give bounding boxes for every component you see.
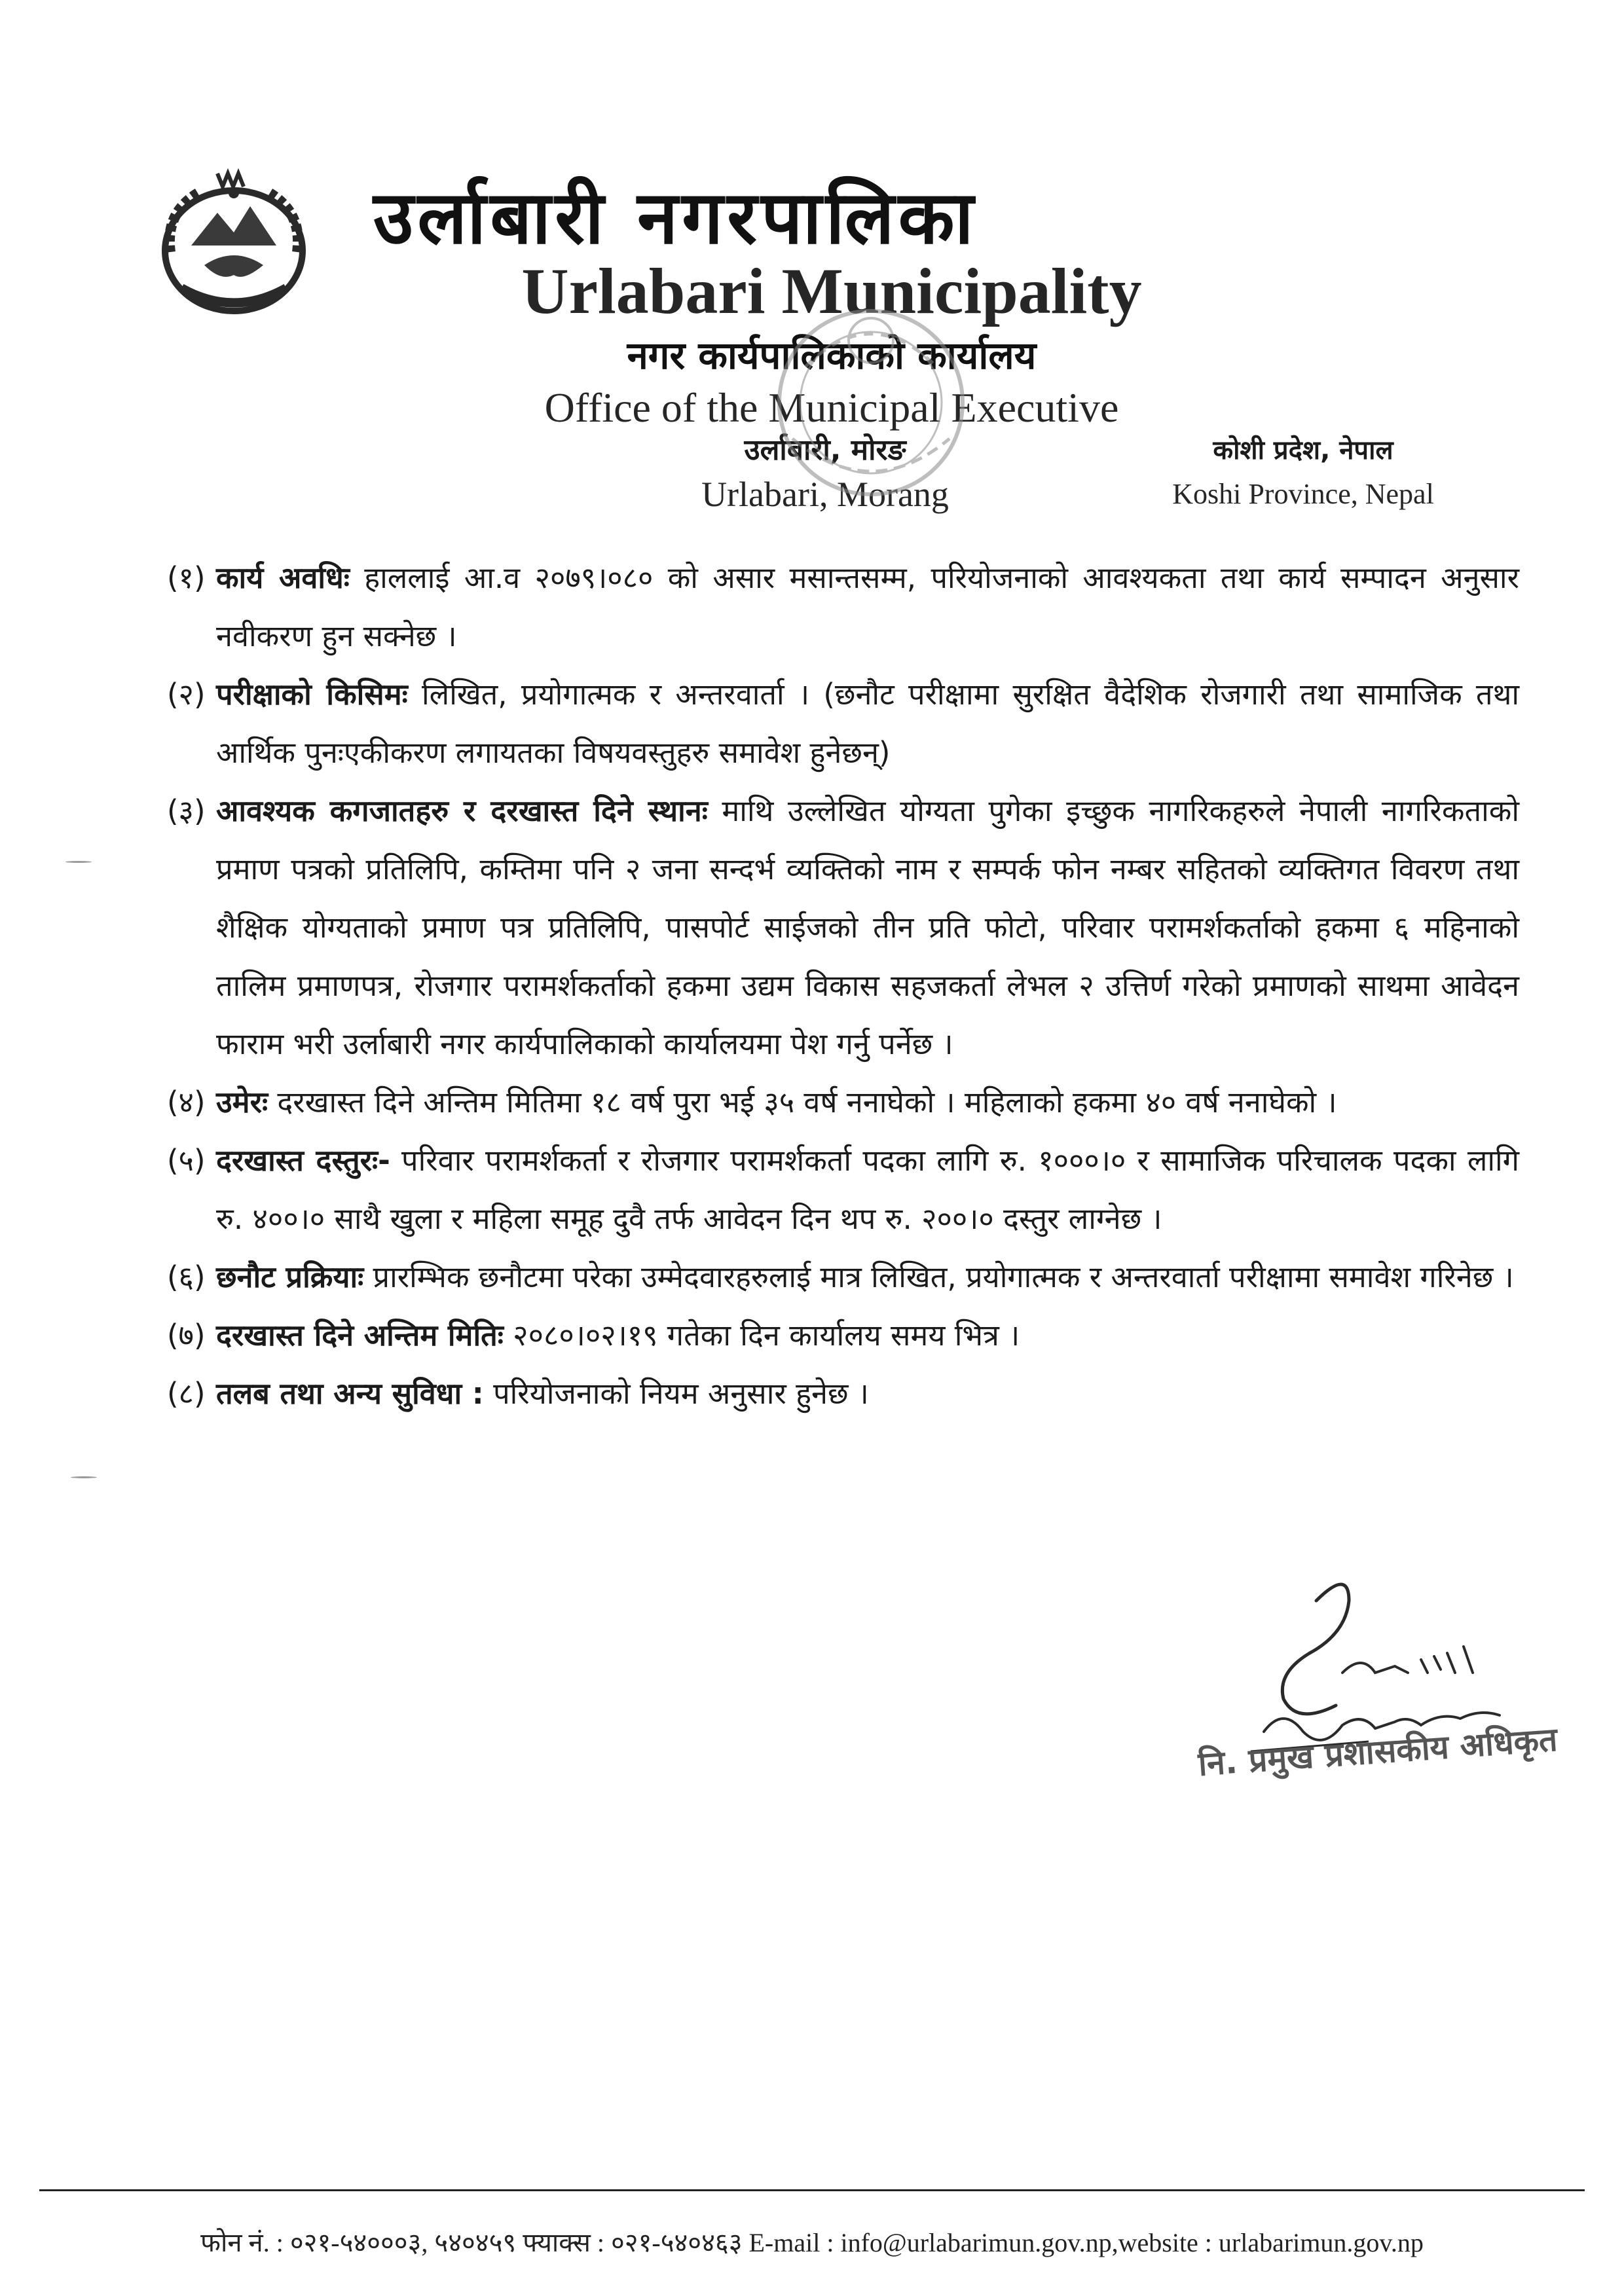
item-number: (३) (167, 793, 206, 828)
office-title-english: Office of the Municipal Executive (544, 384, 1119, 431)
notice-item-4 (167, 1073, 1519, 1131)
place-english: Urlabari, Morang (701, 475, 949, 514)
item-text: परिवार परामर्शकर्ता र रोजगार परामर्शकर्ता पदका लागि रु. १०००।० र सामाजिक परिचालक पदका लागि रु. ४००।० साथै खुला र महिला समूह दुवै तर्फ आवेदन दिन थप रु. २००।० दस्तुर लाग्नेछ । (216, 1143, 1519, 1236)
item-label: आवश्यक कगजातहरु र दरखास्त दिने स्थानः (216, 793, 708, 828)
notice-item-6 (167, 1248, 1519, 1306)
scan-mark (65, 861, 92, 863)
province-english: Koshi Province, Nepal (1172, 478, 1434, 510)
item-label: दरखास्त दिने अन्तिम मितिः (216, 1318, 504, 1353)
notice-item-7 (167, 1306, 1519, 1364)
notice-item-8 (167, 1364, 1519, 1423)
office-seal-stamp-icon (766, 288, 976, 530)
footer-contact: फोन नं. : ०२१-५४०००३, ५४०४५९ फ्याक्स : ०२१-५४०४६३ E-mail : info@urlabarimun.gov.np,website : urlabarimun.gov.np (200, 2228, 1424, 2257)
signatory-title-stamp: नि. प्रमुख प्रशासकीय अधिकृत (1196, 1720, 1559, 1783)
notice-item-1 (167, 549, 1519, 665)
footer-divider (39, 2189, 1585, 2191)
item-label: दरखास्त दस्तुरः- (216, 1143, 390, 1178)
municipality-title-nepali: उर्लाबारी नगरपालिका (373, 175, 978, 261)
province-nepali: कोशी प्रदेश, नेपाल (1213, 435, 1393, 465)
item-text: दरखास्त दिने अन्तिम मितिमा १८ वर्ष पुरा भई ३५ वर्ष ननाघेको । महिलाको हकमा ४० वर्ष ननाघेको । (268, 1085, 1337, 1120)
item-number: (७) (167, 1318, 206, 1353)
notice-item-5 (167, 1131, 1519, 1248)
item-number: (४) (167, 1085, 206, 1120)
item-text: प्रारम्भिक छनौटमा परेका उम्मेदवारहरुलाई मात्र लिखित, प्रयोगात्मक र अन्तरवार्ता परीक्षामा समावेश गरिनेछ । (363, 1260, 1514, 1294)
item-text: परियोजनाको नियम अनुसार हुनेछ । (483, 1376, 869, 1411)
notice-item-2 (167, 665, 1519, 782)
item-number: (८) (167, 1376, 206, 1411)
place-nepali: उर्लाबारी, मोरङ (744, 433, 906, 467)
item-number: (२) (167, 677, 206, 712)
item-label: परीक्षाको किसिमः (216, 677, 408, 712)
item-text: लिखित, प्रयोगात्मक र अन्तरवार्ता । (छनौट परीक्षामा सुरक्षित वैदेशिक रोजगारी तथा सामाजिक तथा आर्थिक पुनःएकीकरण लगायतका विषयवस्तुहरु समावेश हुनेछन्) (216, 677, 1519, 770)
item-text: हाललाई आ.व २०७९।०८० को असार मसान्तसम्म, परियोजनाको आवश्यकता तथा कार्य सम्पादन अनुसार नवीकरण हुन सक्नेछ । (216, 560, 1519, 653)
item-number: (५) (167, 1143, 206, 1178)
item-text: माथि उल्लेखित योग्यता पुगेका इच्छुक नागरिकहरुले नेपाली नागरिकताको प्रमाण पत्रको प्रतिलिपि, कम्तिमा पनि २ जना सन्दर्भ व्यक्तिको नाम र सम्पर्क फोन नम्बर सहितको व्यक्तिगत विवरण तथा शैक्षिक योग्यताको प्रमाण पत्र प्रतिलिपि, पासपोर्ट साईजको तीन प्रति फोटो, परिवार परामर्शकर्ताको हकमा ६ महिनाको तालिम प्रमाणपत्र, रोजगार परामर्शकर्ताको हकमा उद्यम विकास सहजकर्ता लेभल २ उत्तिर्ण गरेको प्रमाणको साथमा आवेदन फाराम भरी उर्लाबारी नगर कार्यपालिकाको कार्यालयमा पेश गर्नु पर्नेछ । (216, 793, 1519, 1061)
item-number: (१) (167, 560, 206, 595)
item-text: २०८०।०२।१९ गतेका दिन कार्यालय समय भित्र । (503, 1318, 1020, 1353)
office-title-nepali: नगर कार्यपालिकाको कार्यालय (627, 333, 1037, 378)
item-label: तलब तथा अन्य सुविधा : (216, 1376, 484, 1411)
item-number: (६) (167, 1260, 206, 1294)
municipality-title-english: Urlabari Municipality (521, 255, 1142, 327)
item-label: कार्य अवधिः (216, 560, 350, 595)
notice-body (167, 549, 1519, 1423)
item-label: उमेरः (216, 1085, 268, 1120)
scan-mark (71, 1476, 97, 1478)
notice-item-3 (167, 782, 1519, 1073)
item-label: छनौट प्रक्रियाः (216, 1260, 364, 1294)
